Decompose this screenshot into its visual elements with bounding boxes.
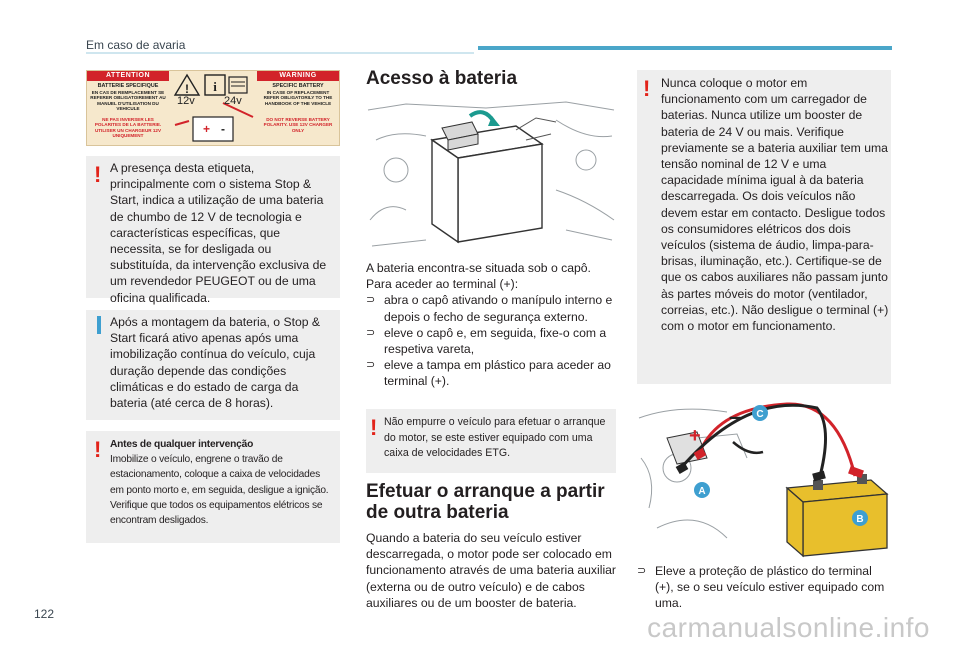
before-intervention-text: Imobilize o veículo, engrene o travão de estacionamento, coloque a caixa de velocidades em ponto morto e, em seguida, desligue a ignição. Verifique que todos os equipamentos elétricos se encontram desligados.	[110, 454, 329, 527]
label-right-top: SPECIFIC BATTERY	[272, 83, 324, 89]
label-12v: 12v	[177, 95, 195, 107]
label-left-top-sub: EN CAS DE REMPLACEMENT SE REFERER OBLIGATOIREMENT AU MANUEL D'UTILISATION DU VEHICULE	[90, 90, 166, 112]
label-center-icons	[173, 73, 255, 145]
label-left-top: BATTERIE SPECIFIQUE	[97, 83, 159, 89]
header-rule-left	[86, 52, 474, 54]
svg-text:+: +	[203, 122, 211, 136]
svg-text:!: !	[185, 82, 189, 96]
section-heading-efetuar: Efetuar o arranque a partir de outra bateria	[366, 481, 605, 523]
stop-start-warning-text: A presença desta etiqueta, principalmente com o sistema Stop & Start, indica a utilização de uma bateria de chumbo de 12 V de tecnologia e características específicas, que necessita, se for desligada ou substituída, da intervenção exclusiva de um revendedor PEUGEOT ou de uma oficina qualificada.	[110, 161, 327, 305]
acesso-step-3	[366, 357, 616, 389]
diagram-label-a: A	[698, 486, 706, 497]
label-right-bottom: DO NOT REVERSE BATTERY POLARITY. USE 12V CHARGER ONLY	[263, 117, 333, 133]
warning-icon: !	[94, 162, 102, 187]
watermark: carmanualsonline.info	[647, 612, 930, 643]
step-bullet: ⊃	[366, 326, 376, 339]
before-intervention-box	[86, 431, 340, 543]
label-left-bottom: NE PAS INVERSER LES POLARITES DE LA BATTERIE. UTILISER UN CHARGEUR 12V UNIQUEMENT	[94, 117, 162, 139]
efetuar-step-1	[637, 563, 893, 612]
acesso-step-3-text: eleve a tampa em plástico para aceder ao terminal (+).	[384, 358, 611, 389]
warning-icon: !	[643, 76, 651, 101]
header-rule-right	[478, 46, 892, 50]
acesso-body	[366, 260, 616, 390]
diagram-label-c: C	[756, 409, 764, 420]
svg-text:i: i	[213, 79, 217, 94]
diagram-minus: –	[729, 404, 742, 429]
battery-location-illustration	[366, 100, 616, 252]
acesso-step-2-text: eleve o capô e, em seguida, fixe-o com a respetiva vareta,	[384, 325, 607, 357]
after-mount-info-box	[86, 310, 340, 420]
label-attention: ATTENTION	[87, 71, 169, 81]
info-icon	[97, 316, 101, 334]
after-mount-info-text: Após a montagem da bateria, o Stop & Start ficará ativo apenas após uma imobilização contínua do veículo, cuja duração depende das condições climáticas e do estado de carga da bateria (até cerca de 8 horas).	[110, 315, 321, 411]
step-bullet: ⊃	[366, 294, 376, 307]
label-24v: 24v	[224, 95, 242, 107]
label-warning: WARNING	[257, 71, 339, 81]
charger-warning-box	[637, 70, 891, 384]
jump-start-illustration	[637, 398, 891, 558]
section-heading-acesso: Acesso à bateria	[366, 68, 518, 89]
warning-icon: !	[370, 415, 378, 440]
acesso-step-2	[366, 325, 616, 357]
efetuar-step-1-text: Eleve a proteção de plástico do terminal (+), se o seu veículo estiver equipado com uma.	[655, 564, 885, 611]
diagram-plus: +	[689, 425, 701, 447]
label-right-top-sub: IN CASE OF REPLACEMENT REFER OBLIGATORILY TO THE HANDBOOK OF THE VEHICLE	[263, 90, 333, 106]
acesso-step-1	[366, 292, 616, 324]
before-intervention-title: Antes de qualquer intervenção	[110, 439, 254, 450]
efetuar-step	[637, 563, 893, 612]
section-title: Em caso de avaria	[86, 38, 186, 52]
charger-warning-text: Nunca coloque o motor em funcionamento com um carregador de baterias. Nunca utilize um booster de bateria de 24 V ou mais. Verifique previamente se a bateria auxiliar tem uma tensão nominal de 12 V e uma capacidade mínima igual à da bateria descarregada. Os dois veículos não devem estar em contacto. Desligue todos os consumidores elétricos dos dois veículos (sistema de áudio, limpa-para-brisas, iluminação, etc.). Certifique-se de que os cabos auxiliares não passam junto às partes móveis do motor (ventilador, correias, etc.). Não desligue o terminal (+) com o motor em funcionamento.	[661, 76, 889, 334]
acesso-step-1-text: abra o capô ativando o manípulo interno e depois o fecho de segurança externo.	[384, 293, 613, 324]
battery-warning-label	[86, 70, 340, 146]
step-bullet: ⊃	[366, 359, 376, 372]
efetuar-body: Quando a bateria do seu veículo estiver descarregada, o motor pode ser colocado em funcionamento através de uma bateria auxiliar (externa ou de outro veículo) e de cabos auxiliares ou de um booster de bateria.	[366, 531, 616, 610]
page-number: 122	[34, 607, 55, 621]
diagram-label-b: B	[856, 514, 864, 525]
acesso-intro: A bateria encontra-se situada sob o capô. Para aceder ao terminal (+):	[366, 261, 591, 292]
etg-warning-text: Não empurre o veículo para efetuar o arranque do motor, se este estiver equipado com uma caixa de velocidades ETG.	[384, 416, 606, 460]
etg-warning-box	[366, 409, 616, 473]
stop-start-warning-box	[86, 156, 340, 305]
step-bullet: ⊃	[637, 565, 647, 577]
warning-icon: !	[94, 437, 102, 462]
svg-text:-: -	[221, 122, 225, 136]
